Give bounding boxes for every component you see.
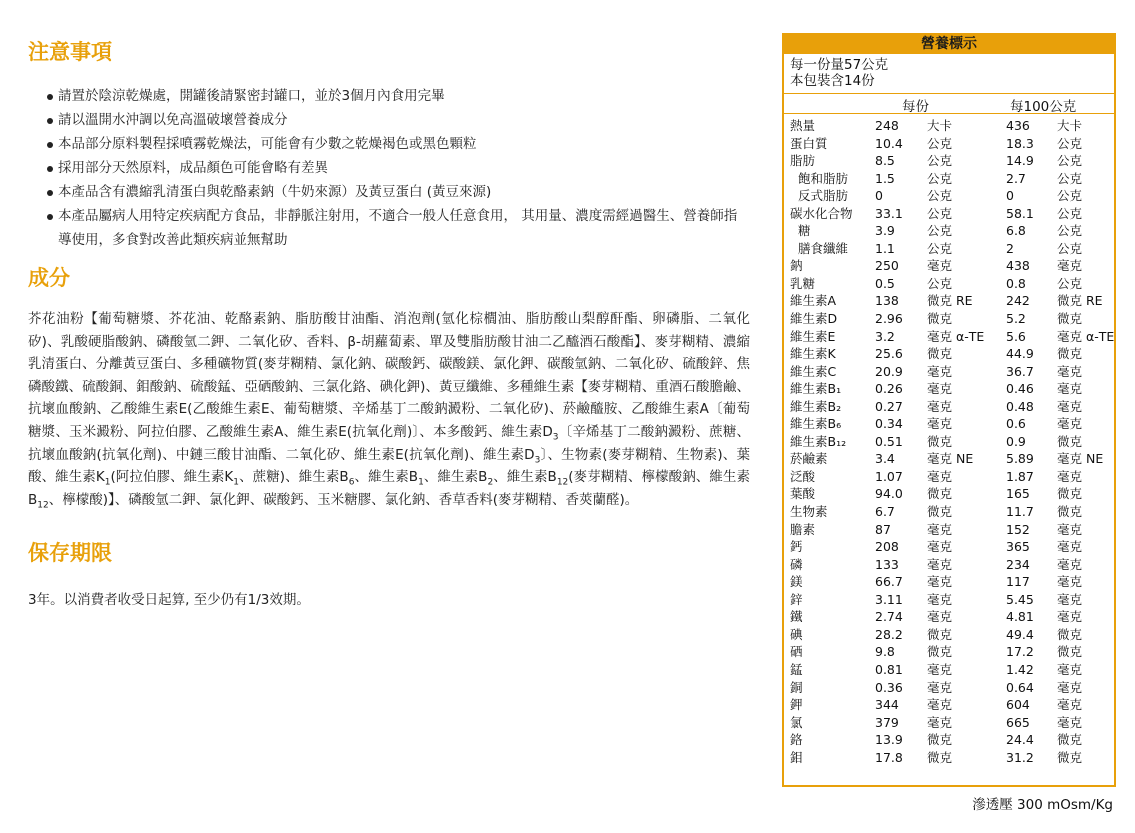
nutrient-name: 鉬: [790, 749, 803, 765]
note-text: 採用部分天然原料，成品顏色可能會略有差異: [58, 160, 328, 176]
per-100g-unit: 毫克 NE: [1057, 451, 1104, 467]
nutrition-row: [784, 117, 1114, 135]
shelf-life-title: 保存期限: [28, 541, 112, 566]
per-100g-value: 31.2: [1006, 749, 1034, 765]
per-serving-unit: 微克: [927, 486, 953, 502]
per-100g-unit: 微克: [1057, 644, 1083, 660]
nutrient-name: 維生素B₆: [790, 416, 842, 432]
per-100g-unit: 公克: [1057, 223, 1083, 239]
per-serving-unit: 毫克: [927, 363, 953, 379]
per-100g-unit: 毫克: [1057, 258, 1083, 274]
per-100g-unit: 微克: [1057, 732, 1083, 748]
nutrition-row: [784, 275, 1114, 293]
per-100g-unit: 毫克: [1057, 556, 1083, 572]
per-serving-unit: 毫克: [927, 574, 953, 590]
nutrition-row: [784, 415, 1114, 433]
per-serving-value: 28.2: [875, 626, 903, 642]
per-serving-value: 6.7: [875, 504, 895, 520]
per-100g-value: 152: [1006, 521, 1030, 537]
per-100g-value: 18.3: [1006, 135, 1034, 151]
per-100g-value: 14.9: [1006, 153, 1034, 169]
per-serving-value: 208: [875, 539, 899, 555]
per-100g-unit: 公克: [1057, 153, 1083, 169]
per-100g-unit: 毫克: [1057, 661, 1083, 677]
per-100g-unit: 毫克: [1057, 468, 1083, 484]
per-serving-value: 3.4: [875, 451, 895, 467]
per-100g-value: 0.48: [1006, 398, 1034, 414]
per-serving-value: 133: [875, 556, 899, 572]
nutrient-name: 維生素K: [790, 346, 836, 362]
per-serving-unit: 毫克: [927, 609, 953, 625]
per-serving-unit: 毫克: [927, 556, 953, 572]
per-100g-value: 11.7: [1006, 504, 1034, 520]
nutrition-row: [784, 626, 1114, 644]
nutrition-rows: [784, 114, 1114, 766]
per-100g-value: 0: [1006, 188, 1014, 204]
per-serving-value: 248: [875, 118, 899, 133]
per-100g-unit: 毫克 α-TE: [1057, 328, 1115, 344]
note-item: [28, 132, 750, 156]
per-serving-unit: 公克: [927, 223, 953, 239]
per-100g-value: 44.9: [1006, 346, 1034, 362]
per-serving-unit: 大卡: [927, 118, 953, 133]
nutrition-row: [784, 485, 1114, 503]
nutrition-row: [784, 679, 1114, 697]
nutrient-name: 泛酸: [790, 468, 816, 484]
per-serving-unit: 毫克: [927, 416, 953, 432]
per-100g-value: 665: [1006, 714, 1030, 730]
per-serving-unit: 毫克: [927, 591, 953, 607]
per-serving-unit: 微克: [927, 749, 953, 765]
per-100g-value: 0.9: [1006, 433, 1026, 449]
nutrient-name: 鈣: [790, 539, 803, 555]
nutrition-row: [784, 328, 1114, 346]
per-serving-unit: 公克: [927, 275, 953, 291]
nutrition-header: [784, 94, 1114, 114]
per-serving-unit: 微克 RE: [927, 293, 973, 309]
per-serving-value: 20.9: [875, 363, 903, 379]
left-content: [28, 38, 750, 611]
per-100g-value: 4.81: [1006, 609, 1034, 625]
per-serving-unit: 公克: [927, 240, 953, 256]
per-serving-value: 17.8: [875, 749, 903, 765]
nutrition-row: [784, 135, 1114, 153]
nutrition-row: [784, 205, 1114, 223]
servings-per-package: 本包裝含14份: [790, 73, 875, 89]
per-100g-unit: 微克: [1057, 504, 1083, 520]
per-serving-unit: 毫克: [927, 258, 953, 274]
nutrition-row: [784, 661, 1114, 679]
nutrient-name: 脂肪: [790, 153, 816, 169]
nutrition-row: [784, 556, 1114, 574]
per-serving-unit: 毫克: [927, 468, 953, 484]
note-text: 本產品含有濃縮乳清蛋白與乾酪素鈉（牛奶來源）及黃豆蛋白 (黃豆來源): [58, 184, 492, 200]
per-serving-header: 每份: [902, 99, 929, 115]
ingredients-title: 成分: [28, 266, 70, 290]
nutrition-row: [784, 573, 1114, 591]
per-100g-value: 24.4: [1006, 732, 1034, 748]
nutrition-row: [784, 345, 1114, 363]
per-100g-value: 49.4: [1006, 626, 1034, 642]
shelf-life-text: 3年。以消費者收受日起算, 至少仍有1/3效期。: [28, 592, 310, 609]
nutrient-name: 生物素: [790, 504, 828, 520]
per-serving-unit: 毫克: [927, 539, 953, 555]
per-100g-unit: 毫克: [1057, 539, 1083, 555]
per-100g-value: 234: [1006, 556, 1030, 572]
per-100g-unit: 毫克: [1057, 416, 1083, 432]
per-serving-unit: 微克: [927, 311, 953, 327]
per-serving-value: 2.96: [875, 311, 903, 327]
per-100g-value: 2.7: [1006, 170, 1026, 186]
per-serving-unit: 毫克 NE: [927, 451, 974, 467]
serving-size: 每一份量57公克: [790, 57, 889, 73]
per-100g-value: 36.7: [1006, 363, 1034, 379]
per-serving-unit: 微克: [927, 504, 953, 520]
nutrient-name: 膽素: [790, 521, 816, 537]
nutrition-row: [784, 643, 1114, 661]
nutrient-name: 乳糖: [790, 275, 816, 291]
bullet-icon: [47, 118, 53, 124]
nutrient-name: 鉀: [790, 697, 803, 713]
per-100g-value: 0.64: [1006, 679, 1034, 695]
per-serving-unit: 毫克: [927, 714, 953, 730]
nutrient-name: 葉酸: [790, 486, 816, 502]
per-100g-unit: 微克: [1057, 346, 1083, 362]
nutrition-title: 營養標示: [784, 35, 1114, 54]
per-100g-unit: 毫克: [1057, 697, 1083, 713]
per-serving-value: 94.0: [875, 486, 903, 502]
per-100g-value: 438: [1006, 258, 1030, 274]
per-serving-value: 0.26: [875, 381, 903, 397]
per-serving-value: 3.11: [875, 591, 903, 607]
per-100g-unit: 毫克: [1057, 521, 1083, 537]
nutrient-name: 膳食纖維: [798, 240, 849, 256]
note-item: [28, 84, 750, 108]
per-serving-value: 1.5: [875, 170, 895, 186]
nutrient-name: 蛋白質: [790, 135, 828, 151]
per-100g-value: 17.2: [1006, 644, 1034, 660]
per-100g-header: 每100公克: [1010, 99, 1077, 115]
notes-list: [28, 84, 750, 252]
nutrient-name: 反式脂肪: [798, 188, 849, 204]
per-serving-value: 2.74: [875, 609, 903, 625]
per-serving-unit: 毫克: [927, 398, 953, 414]
per-100g-unit: 毫克: [1057, 398, 1083, 414]
nutrition-row: [784, 731, 1114, 749]
note-item: [28, 108, 750, 132]
nutrient-name: 錳: [790, 661, 803, 677]
nutrition-row: [784, 398, 1114, 416]
per-serving-value: 87: [875, 521, 891, 537]
per-100g-unit: 毫克: [1057, 591, 1083, 607]
nutrition-row: [784, 240, 1114, 258]
nutrition-row: [784, 521, 1114, 539]
per-100g-unit: 毫克: [1057, 609, 1083, 625]
note-item: [28, 180, 750, 204]
osmolality: 滲透壓 300 mOsm/Kg: [972, 797, 1113, 813]
nutrition-row: [784, 152, 1114, 170]
nutrition-row: [784, 608, 1114, 626]
nutrition-row: [784, 292, 1114, 310]
per-100g-unit: 公克: [1057, 240, 1083, 256]
per-serving-value: 33.1: [875, 205, 903, 221]
nutrient-name: 維生素E: [790, 328, 836, 344]
nutrient-name: 硒: [790, 644, 803, 660]
per-100g-unit: 公克: [1057, 135, 1083, 151]
per-serving-unit: 微克: [927, 732, 953, 748]
per-100g-unit: 大卡: [1057, 118, 1083, 133]
bullet-icon: [47, 190, 53, 196]
per-serving-value: 25.6: [875, 346, 903, 362]
nutrition-panel: [782, 33, 1116, 787]
per-100g-unit: 公克: [1057, 188, 1083, 204]
per-100g-unit: 公克: [1057, 170, 1083, 186]
per-serving-unit: 毫克: [927, 697, 953, 713]
per-100g-unit: 微克 RE: [1057, 293, 1103, 309]
nutrient-name: 維生素D: [790, 311, 838, 327]
nutrient-name: 鉻: [790, 732, 803, 748]
per-serving-value: 13.9: [875, 732, 903, 748]
nutrition-row: [784, 503, 1114, 521]
nutrient-name: 維生素B₁: [790, 381, 842, 397]
note-text: 本品部分原料製程採噴霧乾燥法，可能會有少數之乾燥褐色或黑色顆粒: [58, 136, 477, 152]
bullet-icon: [47, 94, 53, 100]
serving-info: [784, 54, 1114, 94]
bullet-icon: [47, 166, 53, 172]
per-100g-unit: 毫克: [1057, 363, 1083, 379]
per-serving-unit: 毫克 α-TE: [927, 328, 985, 344]
nutrient-name: 飽和脂肪: [798, 170, 849, 186]
per-100g-value: 365: [1006, 539, 1030, 555]
nutrient-name: 維生素B₁₂: [790, 433, 847, 449]
nutrition-row: [784, 433, 1114, 451]
per-100g-unit: 毫克: [1057, 714, 1083, 730]
note-item: [28, 204, 750, 252]
nutrient-name: 鈉: [790, 258, 803, 274]
per-serving-value: 250: [875, 258, 899, 274]
per-100g-value: 1.87: [1006, 468, 1034, 484]
per-100g-unit: 毫克: [1057, 574, 1083, 590]
per-100g-value: 1.42: [1006, 661, 1034, 677]
nutrition-row: [784, 450, 1114, 468]
per-serving-unit: 毫克: [927, 679, 953, 695]
per-serving-value: 9.8: [875, 644, 895, 660]
per-100g-unit: 公克: [1057, 205, 1083, 221]
per-100g-value: 117: [1006, 574, 1030, 590]
per-100g-value: 5.2: [1006, 311, 1026, 327]
per-100g-value: 5.45: [1006, 591, 1034, 607]
nutrition-row: [784, 310, 1114, 328]
per-serving-value: 0.81: [875, 661, 903, 677]
per-serving-unit: 毫克: [927, 661, 953, 677]
nutrient-name: 鐵: [790, 609, 803, 625]
nutrition-row: [784, 591, 1114, 609]
per-100g-value: 604: [1006, 697, 1030, 713]
nutrition-row: [784, 363, 1114, 381]
bullet-icon: [47, 214, 53, 220]
per-100g-value: 0.6: [1006, 416, 1026, 432]
per-serving-value: 0.34: [875, 416, 903, 432]
note-item: [28, 156, 750, 180]
per-serving-value: 0: [875, 188, 883, 204]
per-100g-value: 6.8: [1006, 223, 1026, 239]
per-serving-unit: 公克: [927, 205, 953, 221]
per-100g-value: 2: [1006, 240, 1014, 256]
per-100g-unit: 毫克: [1057, 679, 1083, 695]
per-100g-unit: 微克: [1057, 486, 1083, 502]
notes-title: 注意事項: [28, 40, 112, 64]
per-serving-value: 1.1: [875, 240, 895, 256]
nutrition-row: [784, 187, 1114, 205]
per-serving-value: 66.7: [875, 574, 903, 590]
note-text: 請置於陰涼乾燥處，開罐後請緊密封罐口，並於3個月內食用完畢: [58, 88, 445, 104]
per-serving-unit: 微克: [927, 644, 953, 660]
note-text: 本產品屬病人用特定疾病配方食品，非靜脈注射用，不適合一般人任意食用， 其用量、濃度需經過醫生、營養師指導使用，多食對改善此類疾病並無幫助: [58, 208, 738, 248]
nutrient-name: 碘: [790, 626, 803, 642]
per-serving-value: 1.07: [875, 468, 903, 484]
per-serving-unit: 公克: [927, 135, 953, 151]
ingredients-text: 芥花油粉【葡萄糖漿、芥花油、乾酪素鈉、脂肪酸甘油酯、消泡劑(氫化棕櫚油、脂肪酸山梨醇酐酯、卵磷脂、二氧化矽)、乳酸硬脂酸鈉、磷酸氫二鉀、二氧化矽、香料、β-胡蘿蔔素、單及雙脂肪酸甘油二乙醯酒石酸酯】、麥芽糊精、濃縮乳清蛋白、分離黃豆蛋白、多種礦物質(麥芽糊精、氯化鈉、碳酸鈣、碳酸鎂、氯化鉀、碳酸氫鈉、二氧化矽、硫酸鋅、焦磷酸鐵、硫酸銅、鉬酸鈉、硫酸錳、亞硒酸鈉、三氯化鉻、碘化鉀)、黃豆纖維、多種維生素【麥芽糊精、重酒石酸膽鹼、抗壞血酸鈉、乙酸維生素E(乙酸維生素E、葡萄糖漿、辛烯基丁二酸鈉澱粉、二氧化矽)、菸鹼醯胺、乙酸維生素A〔葡萄糖漿、玉米澱粉、阿拉伯膠、乙酸維生素A、維生素E(抗氧化劑)〕、本多酸鈣、維生素$D_3$〔辛烯基丁二酸鈉澱粉、蔗糖、抗壞血酸鈉(抗氧化劑)、中鏈三酸甘油酯、二氧化矽、維生素E(抗氧化劑)、維生素$D_3$〕、生物素(麥芽糊精、生物素)、葉酸、維生素$K_1$(阿拉伯膠、維生素$K_1$、蔗糖)、維生素$B_6$、維生素$B_1$、維生素$B_2$、維生素$B_{12}$(麥芽糊精、檸檬酸鈉、維生素$B_{12}$、檸檬酸)】、磷酸氫二鉀、氯化鉀、碳酸鈣、玉米糖膠、氯化鈉、香草香料(麥芽糊精、香莢蘭醛)。: [28, 311, 751, 511]
per-serving-unit: 公克: [927, 188, 953, 204]
per-serving-unit: 微克: [927, 433, 953, 449]
per-100g-value: 5.89: [1006, 451, 1034, 467]
nutrient-name: 維生素C: [790, 363, 837, 379]
nutrition-row: [784, 714, 1114, 732]
per-100g-unit: 毫克: [1057, 381, 1083, 397]
per-100g-unit: 微克: [1057, 311, 1083, 327]
nutrition-row: [784, 749, 1114, 767]
per-serving-unit: 微克: [927, 626, 953, 642]
per-serving-unit: 毫克: [927, 521, 953, 537]
per-100g-value: 0.8: [1006, 275, 1026, 291]
per-100g-unit: 微克: [1057, 433, 1083, 449]
per-100g-value: 165: [1006, 486, 1030, 502]
per-100g-unit: 公克: [1057, 275, 1083, 291]
per-serving-value: 3.9: [875, 223, 895, 239]
nutrient-name: 維生素B₂: [790, 398, 842, 414]
nutrient-name: 菸鹼素: [790, 451, 828, 467]
per-serving-value: 3.2: [875, 328, 895, 344]
nutrient-name: 碳水化合物: [790, 205, 853, 221]
nutrient-name: 熱量: [790, 118, 816, 133]
nutrient-name: 磷: [790, 556, 803, 572]
per-serving-value: 10.4: [875, 135, 903, 151]
per-serving-value: 344: [875, 697, 899, 713]
nutrition-row: [784, 257, 1114, 275]
per-100g-value: 0.46: [1006, 381, 1034, 397]
per-serving-value: 0.27: [875, 398, 903, 414]
nutrient-name: 維生素A: [790, 293, 837, 309]
per-100g-value: 242: [1006, 293, 1030, 309]
nutrient-name: 氯: [790, 714, 803, 730]
per-100g-value: 436: [1006, 118, 1030, 133]
nutrition-row: [784, 170, 1114, 188]
per-serving-value: 0.5: [875, 275, 895, 291]
per-serving-unit: 微克: [927, 346, 953, 362]
per-serving-value: 379: [875, 714, 899, 730]
nutrient-name: 糖: [798, 223, 811, 239]
per-100g-value: 58.1: [1006, 205, 1034, 221]
nutrition-row: [784, 468, 1114, 486]
per-100g-value: 5.6: [1006, 328, 1026, 344]
nutrient-name: 鋅: [790, 591, 803, 607]
bullet-icon: [47, 142, 53, 148]
nutrient-name: 銅: [790, 679, 803, 695]
per-100g-unit: 微克: [1057, 749, 1083, 765]
nutrition-row: [784, 538, 1114, 556]
per-serving-value: 0.51: [875, 433, 903, 449]
nutrient-name: 鎂: [790, 574, 803, 590]
note-text: 請以溫開水沖調以免高溫破壞營養成分: [58, 112, 288, 128]
per-serving-unit: 毫克: [927, 381, 953, 397]
per-serving-unit: 公克: [927, 153, 953, 169]
per-serving-value: 0.36: [875, 679, 903, 695]
per-serving-value: 138: [875, 293, 899, 309]
nutrition-row: [784, 696, 1114, 714]
per-serving-unit: 公克: [927, 170, 953, 186]
per-serving-value: 8.5: [875, 153, 895, 169]
per-100g-unit: 微克: [1057, 626, 1083, 642]
nutrition-row: [784, 222, 1114, 240]
nutrition-row: [784, 380, 1114, 398]
